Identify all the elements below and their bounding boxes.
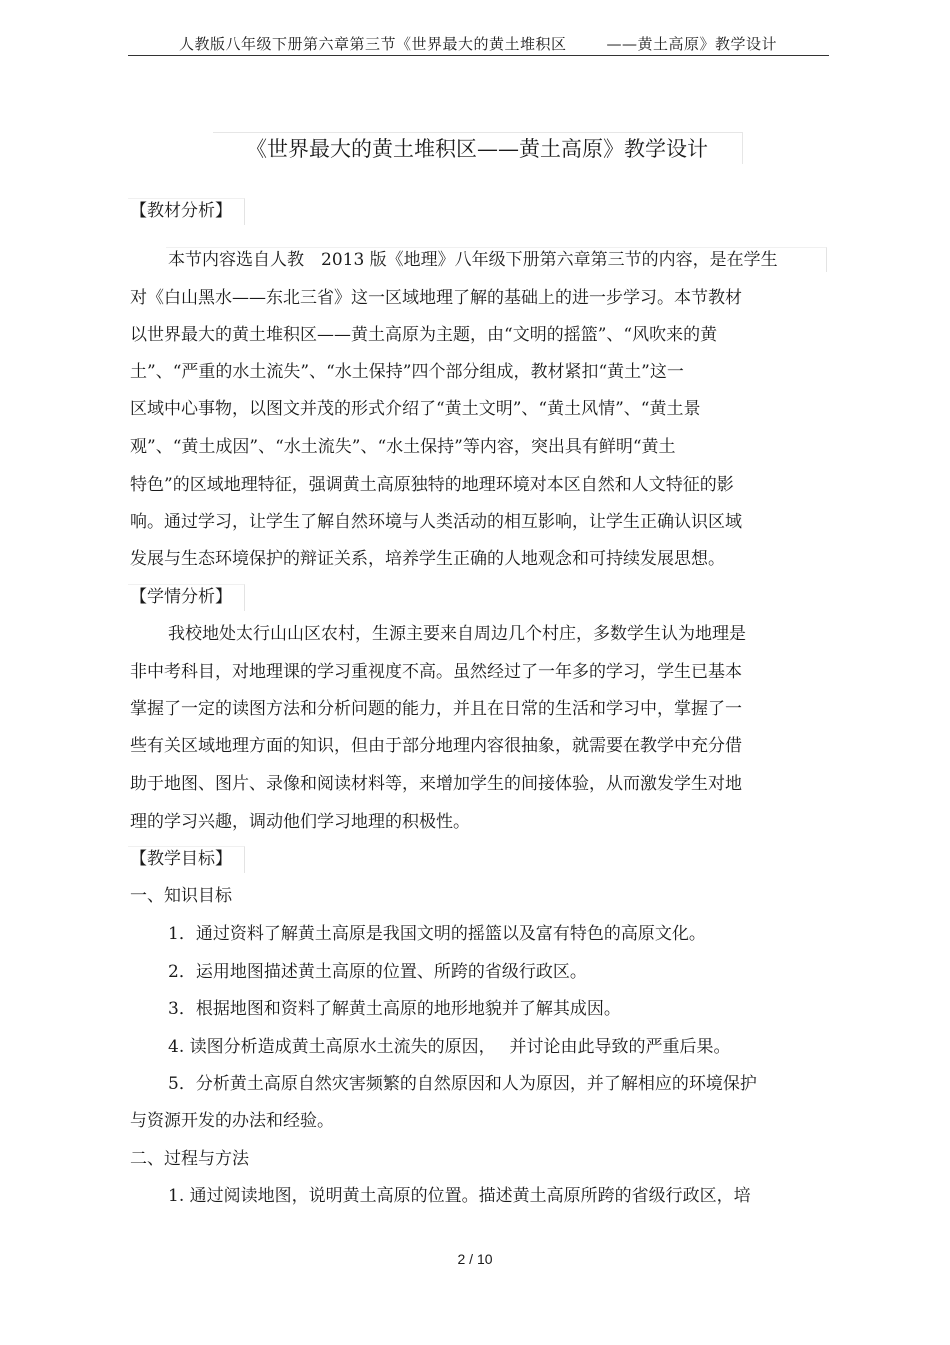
paragraph-line: 特色”的区域地理特征，强调黄土高原独特的地理环境对本区自然和人文特征的影	[130, 475, 734, 495]
list-item: 1. 通过阅读地图，说明黄土高原的位置。描述黄土高原所跨的省级行政区，培	[168, 1186, 751, 1206]
running-header-left: 人教版八年级下册第六章第三节《世界最大的黄土堆积区	[178, 35, 567, 53]
paragraph-line: 区域中心事物，以图文并茂的形式介绍了“黄土文明”、“黄土风情”、“黄土景	[130, 399, 701, 419]
page-title: 《世界最大的黄土堆积区——黄土高原》教学设计	[246, 137, 708, 161]
paragraph-line: 我校地处太行山山区农村，生源主要来自周边几个村庄，多数学生认为地理是	[168, 624, 746, 644]
section-heading-students: 【学情分析】	[130, 587, 232, 607]
paragraph-line: 非中考科目，对地理课的学习重视度不高。虽然经过了一年多的学习，学生已基本	[130, 662, 742, 682]
paragraph-line: 以世界最大的黄土堆积区——黄土高原为主题，由“文明的摇篮”、“风吹来的黄	[130, 325, 718, 345]
running-header	[128, 33, 828, 54]
subsection-heading-knowledge: 一、知识目标	[130, 886, 232, 906]
list-item: 1．通过资料了解黄土高原是我国文明的摇篮以及富有特色的高原文化。	[168, 924, 706, 944]
subsection-heading-process: 二、过程与方法	[130, 1149, 249, 1169]
paragraph-line: 对《白山黑水——东北三省》这一区域地理了解的基础上的进一步学习。本节教材	[130, 288, 742, 308]
paragraph-line: 观”、“黄土成因”、“水土流失”、“水土保持”等内容，突出具有鲜明“黄土	[130, 437, 676, 457]
paragraph-line: 掌握了一定的读图方法和分析问题的能力，并且在日常的生活和学习中，掌握了一	[130, 699, 742, 719]
paragraph-line: 助于地图、图片、录像和阅读材料等，来增加学生的间接体验，从而激发学生对地	[130, 774, 742, 794]
list-item-continuation: 与资源开发的办法和经验。	[130, 1111, 334, 1131]
list-item: 3．根据地图和资料了解黄土高原的地形地貌并了解其成因。	[168, 999, 621, 1019]
paragraph-line: 发展与生态环境保护的辩证关系，培养学生正确的人地观念和可持续发展思想。	[130, 549, 725, 569]
paragraph-line: 响。通过学习，让学生了解自然环境与人类活动的相互影响，让学生正确认识区域	[130, 512, 742, 532]
section-heading-goals: 【教学目标】	[130, 849, 232, 869]
paragraph-line: 些有关区域地理方面的知识，但由于部分地理内容很抽象，就需要在教学中充分借	[130, 736, 742, 756]
page-number: 2 / 10	[457, 1251, 493, 1267]
section-heading-textbook: 【教材分析】	[130, 201, 232, 221]
list-item: 5．分析黄土高原自然灾害频繁的自然原因和人为原因，并了解相应的环境保护	[168, 1074, 757, 1094]
paragraph-line: 理的学习兴趣，调动他们学习地理的积极性。	[130, 812, 470, 832]
paragraph-line: 土”、“严重的水土流失”、“水土保持”四个部分组成，教材紧扣“黄土”这一	[130, 362, 684, 382]
paragraph-line: 本节内容选自人教 2013 版《地理》八年级下册第六章第三节的内容，是在学生	[168, 250, 778, 270]
list-item: 4. 读图分析造成黄土高原水土流失的原因， 并讨论由此导致的严重后果。	[168, 1037, 731, 1057]
running-header-right: ——黄土高原》教学设计	[606, 35, 778, 53]
header-rule	[128, 55, 829, 56]
list-item: 2．运用地图描述黄土高原的位置、所跨的省级行政区。	[168, 962, 587, 982]
